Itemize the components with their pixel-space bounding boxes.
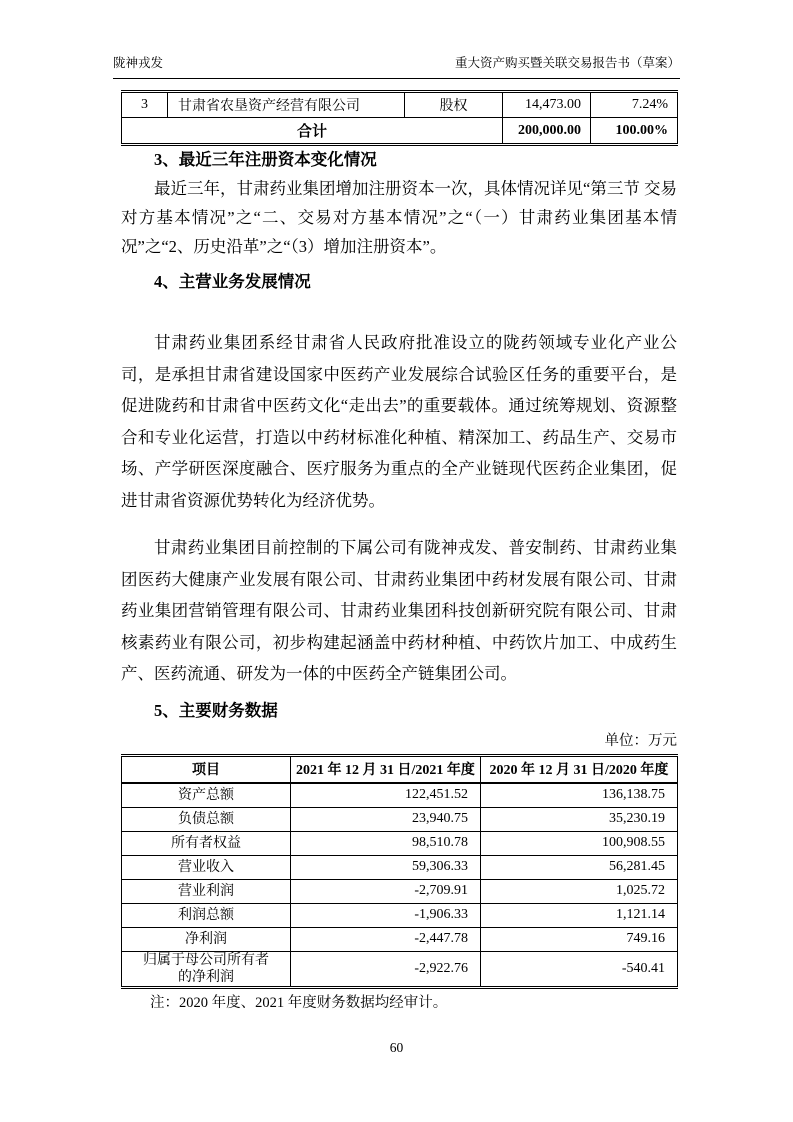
table-row: [122, 903, 678, 927]
cell-item-label: 负债总额: [122, 807, 291, 831]
cell-item-label: 营业收入: [122, 855, 291, 879]
cell-value-2020: -540.41: [481, 951, 678, 987]
cell-item-label: 资产总额: [122, 783, 291, 807]
cell-value-2020: 100,908.55: [481, 831, 678, 855]
cell-item-label: 利润总额: [122, 903, 291, 927]
shareholders-table: [121, 90, 678, 146]
section-heading-financial-data: 5、主要财务数据: [154, 700, 278, 720]
shareholders-table-body: [122, 92, 678, 118]
page-header: [113, 54, 680, 79]
cell-value-2021: 23,940.75: [291, 807, 481, 831]
cell-value-2021: -2,709.91: [291, 879, 481, 903]
paragraph-registered-capital: 最近三年，甘肃药业集团增加注册资本一次，具体情况详见“第三节 交易对方基本情况”之“二、交易对方基本情况”之“（一）甘肃药业集团基本情况”之“2、历史沿革”之“（3）增加注册资本”。: [121, 179, 677, 256]
cell-value-2020: 35,230.19: [481, 807, 678, 831]
table-row: [122, 879, 678, 903]
cell-value-2020: 136,138.75: [481, 783, 678, 807]
cell-value-2021: -1,906.33: [291, 903, 481, 927]
column-header-2021: 2021 年 12 月 31 日/2021 年度: [291, 755, 481, 783]
financial-table-header: [122, 755, 678, 783]
section-heading-registered-capital: 3、最近三年注册资本变化情况: [154, 150, 377, 169]
page-number: 60: [389, 1040, 404, 1055]
cell-value-2020: 56,281.45: [481, 855, 678, 879]
cell-asset-type: 股权: [405, 92, 503, 118]
cell-value-2021: -2,447.78: [291, 927, 481, 951]
cell-value-2021: 59,306.33: [291, 855, 481, 879]
cell-value-2020: 1,025.72: [481, 879, 678, 903]
table-header-row: [122, 755, 678, 783]
cell-value-2021: 98,510.78: [291, 831, 481, 855]
cell-item-label: 营业利润: [122, 879, 291, 903]
header-report-title: 重大资产购买暨关联交易报告书（草案）: [454, 56, 680, 70]
table-row: [122, 783, 678, 807]
cell-ratio: 7.24%: [591, 92, 678, 118]
financial-table-body: [122, 783, 678, 987]
cell-item-label: 所有者权益: [122, 831, 291, 855]
cell-value-2020: 1,121.14: [481, 903, 678, 927]
column-header-2020: 2020 年 12 月 31 日/2020 年度: [481, 755, 678, 783]
table-row: [122, 92, 678, 118]
table-row: [122, 831, 678, 855]
table-row: [122, 855, 678, 879]
table-total-row: [122, 118, 678, 145]
cell-value-2021: -2,922.76: [291, 951, 481, 987]
section-heading-main-business: 4、主营业务发展情况: [154, 272, 311, 291]
financial-data-table: [121, 754, 678, 989]
cell-value-2021: 122,451.52: [291, 783, 481, 807]
cell-total-label: 合计: [122, 118, 503, 145]
header-company-name: 陇神戎发: [113, 56, 164, 70]
table-row: [122, 951, 678, 987]
cell-row-number: 3: [122, 92, 168, 118]
cell-total-amount: 200,000.00: [503, 118, 591, 145]
paragraph-main-business-2: 甘肃药业集团目前控制的下属公司有陇神戎发、普安制药、甘肃药业集团医药大健康产业发展有限公司、甘肃药业集团中药材发展有限公司、甘肃药业集团营销管理有限公司、甘肃药业集团科技创新研究院有限公司、甘肃核素药业有限公司，初步构建起涵盖中药材种植、中药饮片加工、中成药生产、医药流通、研发为一体的中医药全产链集团公司。: [121, 538, 677, 683]
column-header-item: 项目: [122, 755, 291, 783]
cell-item-label: 净利润: [122, 927, 291, 951]
cell-total-ratio: 100.00%: [591, 118, 678, 145]
cell-value-2020: 749.16: [481, 927, 678, 951]
paragraph-main-business-1: 甘肃药业集团系经甘肃省人民政府批准设立的陇药领域专业化产业公司，是承担甘肃省建设国家中医药产业发展综合试验区任务的重要平台，是促进陇药和甘肃省中医药文化“走出去”的重要载体。通过统筹规划、资源整合和专业化运营，打造以中药材标准化种植、精深加工、药品生产、交易市场、产学研医深度融合、医疗服务为重点的全产业链现代医药企业集团，促进甘肃省资源优势转化为经济优势。: [121, 333, 677, 510]
unit-label: 单位：万元: [604, 732, 677, 749]
cell-item-label: 归属于母公司所有者 的净利润: [122, 951, 291, 987]
cell-amount: 14,473.00: [503, 92, 591, 118]
cell-company-name: 甘肃省农垦资产经营有限公司: [168, 92, 405, 118]
table-row: [122, 807, 678, 831]
page-body: [121, 146, 677, 1027]
table-row: [122, 927, 678, 951]
table-footnote: 注：2020 年度、2021 年度财务数据均经审计。: [150, 994, 448, 1011]
